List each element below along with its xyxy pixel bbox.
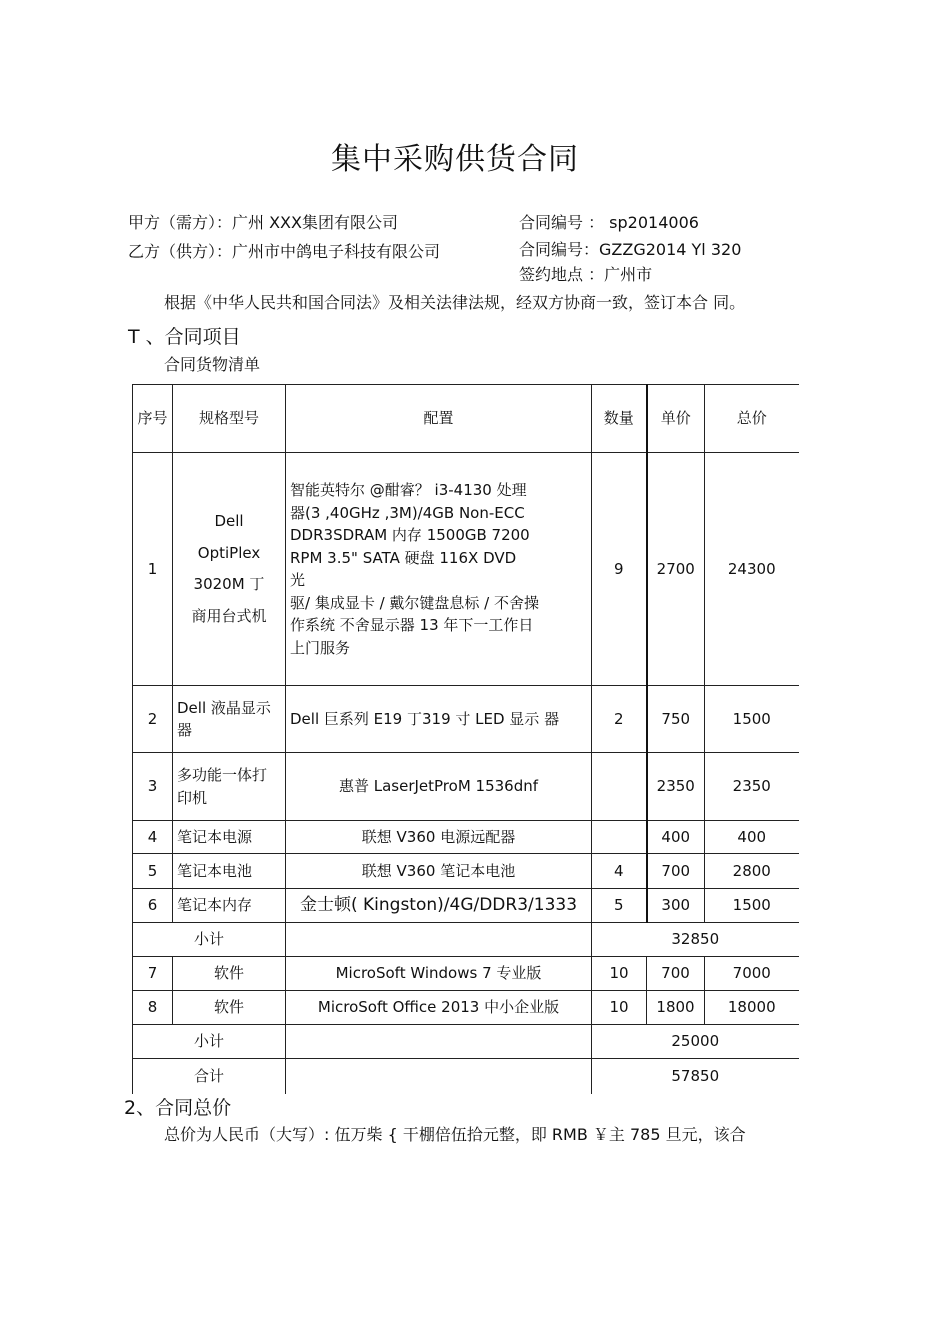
table-row	[133, 991, 799, 1025]
row-model: 多功能一体打印机	[173, 753, 286, 821]
table-row	[133, 889, 799, 923]
row-qty: 5	[592, 889, 647, 923]
row-model: 软件	[173, 957, 286, 991]
row-qty: 9	[592, 453, 647, 686]
goods-table	[132, 384, 799, 1094]
row-model: 笔记本内存	[173, 889, 286, 923]
table-header-row	[133, 385, 799, 453]
subtotal-spacer	[286, 1025, 592, 1059]
header-config: 配置	[286, 385, 592, 453]
row-price: 700	[647, 957, 705, 991]
row-model: 笔记本电源	[173, 821, 286, 854]
row-config: MicroSoft Office 2013 中小企业版	[286, 991, 592, 1025]
header-qty: 数量	[592, 385, 647, 453]
row-seq: 7	[133, 957, 173, 991]
contract-number-2: 合同编号：GZZG2014 Yl 320	[519, 240, 742, 259]
row-total: 2800	[705, 854, 799, 889]
row-qty	[592, 821, 647, 854]
row-qty: 2	[592, 686, 647, 753]
header-seq: 序号	[133, 385, 173, 453]
sign-place: 签约地点 ：广州市	[519, 265, 653, 284]
subtotal-row	[133, 1025, 799, 1059]
row-qty: 10	[592, 991, 647, 1025]
subtotal-spacer	[286, 923, 592, 957]
contract-number-1: 合同编号 ： sp2014006	[519, 213, 699, 232]
party-b: 乙方（供方）：广州市中鸽电子科技有限公司	[128, 242, 441, 261]
intro-paragraph: 根据《中华人民共和国合同法》及相关法律法规，经双方协商一致，签订本合 同。	[164, 293, 746, 312]
row-total: 400	[705, 821, 799, 854]
row-price: 2350	[647, 753, 705, 821]
row-total: 1500	[705, 686, 799, 753]
goods-list-title: 合同货物清单	[164, 355, 261, 374]
grand-total-value: 57850	[592, 1059, 799, 1094]
subtotal-label: 小计	[133, 1025, 286, 1059]
header-price: 单价	[647, 385, 705, 453]
total-price-text: 总价为人民币（大写）: 伍万柴 { 干棚倍伍拾元整，即 RMB ￥主 785 旦元，该合	[164, 1125, 746, 1144]
row-config: 惠普 LaserJetProM 1536dnf	[286, 753, 592, 821]
row-config: 联想 V360 电源远配器	[286, 821, 592, 854]
row-config: 联想 V360 笔记本电池	[286, 854, 592, 889]
row-seq: 5	[133, 854, 173, 889]
row-config: 金士顿( Kingston)/4G/DDR3/1333	[286, 889, 592, 923]
row-seq: 2	[133, 686, 173, 753]
row-config: MicroSoft Windows 7 专业版	[286, 957, 592, 991]
row-price: 700	[647, 854, 705, 889]
row-model: Dell 液晶显示器	[173, 686, 286, 753]
row-total: 18000	[705, 991, 799, 1025]
row-total: 7000	[705, 957, 799, 991]
row-price: 300	[647, 889, 705, 923]
row-config: Dell 巨系列 E19 丁319 寸 LED 显示 器	[286, 686, 592, 753]
section-total-price: 2、合同总价	[124, 1097, 232, 1119]
row-config: 智能英特尔 @酣睿？ i3-4130 处理 器(3 ,40GHz ,3M)/4GB Non-ECC DDR3SDRAM 内存 1500GB 7200 RPM 3.5" SATA 硬盘 116X DVD 光 驱/ 集成显卡 / 戴尔键盘息标 / 不舍操 作系统 不舍显示器 13 年下一工作日 上门服务	[286, 453, 592, 686]
header-model: 规格型号	[173, 385, 286, 453]
table-row	[133, 957, 799, 991]
row-total: 1500	[705, 889, 799, 923]
row-price: 2700	[647, 453, 705, 686]
table-row	[133, 854, 799, 889]
row-seq: 3	[133, 753, 173, 821]
row-total: 24300	[705, 453, 799, 686]
page-title: 集中采购供货合同	[331, 142, 579, 177]
row-qty: 4	[592, 854, 647, 889]
section-contract-items: T 、合同项目	[128, 326, 241, 348]
party-a: 甲方（需方）：广州 XXX集团有限公司	[128, 213, 398, 232]
row-seq: 1	[133, 453, 173, 686]
row-seq: 8	[133, 991, 173, 1025]
grand-total-spacer	[286, 1059, 592, 1094]
subtotal-label: 小计	[133, 923, 286, 957]
grand-total-label: 合计	[133, 1059, 286, 1094]
table-row	[133, 753, 799, 821]
row-seq: 6	[133, 889, 173, 923]
row-price: 1800	[647, 991, 705, 1025]
row-model: 笔记本电池	[173, 854, 286, 889]
header-total: 总价	[705, 385, 799, 453]
subtotal-row	[133, 923, 799, 957]
row-qty	[592, 753, 647, 821]
row-price: 750	[647, 686, 705, 753]
row-model: Dell OptiPlex 3020M 丁 商用台式机	[173, 453, 286, 686]
row-price: 400	[647, 821, 705, 854]
row-total: 2350	[705, 753, 799, 821]
table-row	[133, 821, 799, 854]
row-model: 软件	[173, 991, 286, 1025]
subtotal-value: 25000	[592, 1025, 799, 1059]
subtotal-value: 32850	[592, 923, 799, 957]
row-seq: 4	[133, 821, 173, 854]
table-row	[133, 686, 799, 753]
table-row	[133, 453, 799, 686]
grand-total-row	[133, 1059, 799, 1094]
row-qty: 10	[592, 957, 647, 991]
